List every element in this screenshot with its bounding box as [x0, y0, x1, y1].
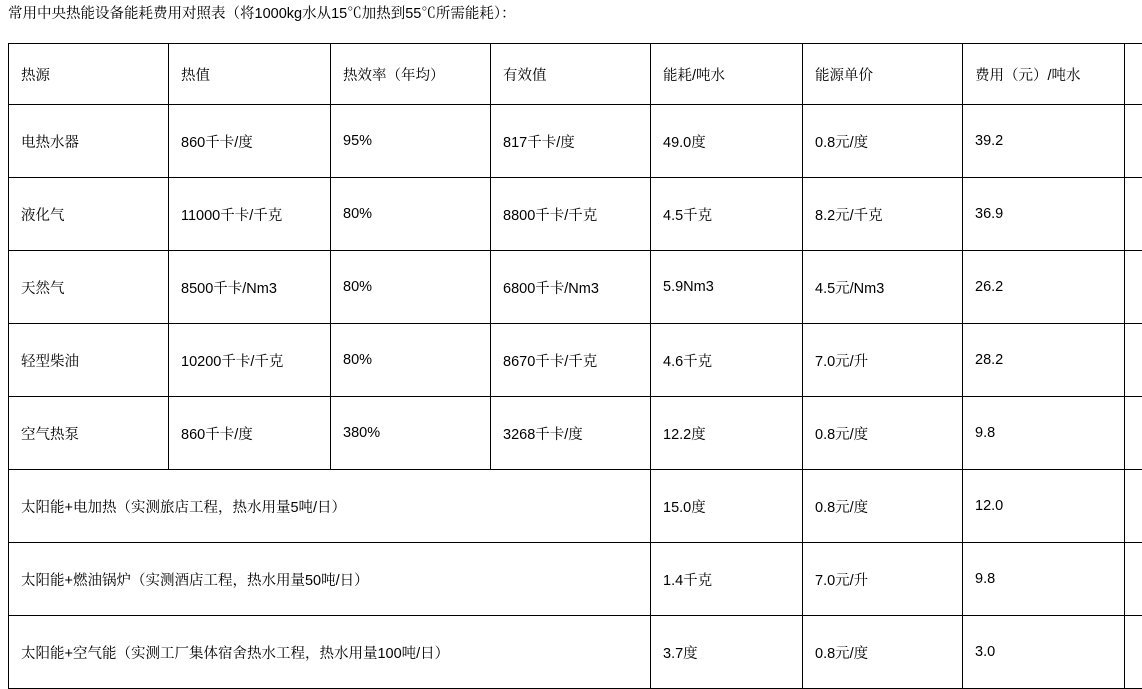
- cell-source: 太阳能+电加热（实测旅店工程，热水用量5吨/日）: [9, 470, 651, 543]
- header-cell-unit-price: 能源单价: [803, 44, 963, 105]
- cell-effective-value: 817千卡/度: [491, 105, 651, 178]
- table-row: [9, 397, 1142, 470]
- cell-edge: [1125, 543, 1142, 616]
- cell-effective-value: 6800千卡/Nm3: [491, 251, 651, 324]
- cell-unit-price: 0.8元/度: [803, 397, 963, 470]
- cell-edge: [1125, 470, 1142, 543]
- cell-consumption: 12.2度: [651, 397, 803, 470]
- cell-source: 电热水器: [9, 105, 169, 178]
- cell-edge: [1125, 616, 1142, 689]
- table-row: [9, 543, 1142, 616]
- table-body: [9, 105, 1142, 689]
- cell-unit-price: 0.8元/度: [803, 470, 963, 543]
- cell-cost: 26.2: [963, 251, 1125, 324]
- cell-consumption: 15.0度: [651, 470, 803, 543]
- cell-edge: [1125, 397, 1142, 470]
- energy-comparison-table: [8, 43, 1142, 689]
- header-cell-cost: 费用（元）/吨水: [963, 44, 1125, 105]
- table-caption: 常用中央热能设备能耗费用对照表（将1000kg水从15℃加热到55℃所需能耗）：: [8, 4, 516, 24]
- cell-heat-value: 10200千卡/千克: [169, 324, 331, 397]
- table-row: [9, 251, 1142, 324]
- cell-unit-price: 8.2元/千克: [803, 178, 963, 251]
- header-cell-effective-value: 有效值: [491, 44, 651, 105]
- cell-edge: [1125, 178, 1142, 251]
- cell-consumption: 4.6千克: [651, 324, 803, 397]
- table-row: [9, 470, 1142, 543]
- table-row: [9, 616, 1142, 689]
- header-cell-consumption: 能耗/吨水: [651, 44, 803, 105]
- cell-consumption: 49.0度: [651, 105, 803, 178]
- cell-unit-price: 7.0元/升: [803, 324, 963, 397]
- cell-unit-price: 4.5元/Nm3: [803, 251, 963, 324]
- cell-edge: [1125, 105, 1142, 178]
- cell-source: 空气热泵: [9, 397, 169, 470]
- cell-effective-value: 8800千卡/千克: [491, 178, 651, 251]
- cell-heat-value: 860千卡/度: [169, 397, 331, 470]
- cell-cost: 39.2: [963, 105, 1125, 178]
- cell-efficiency: 80%: [331, 251, 491, 324]
- cell-heat-value: 11000千卡/千克: [169, 178, 331, 251]
- cell-edge: [1125, 324, 1142, 397]
- cell-efficiency: 95%: [331, 105, 491, 178]
- cell-source: 太阳能+燃油锅炉（实测酒店工程，热水用量50吨/日）: [9, 543, 651, 616]
- cell-consumption: 1.4千克: [651, 543, 803, 616]
- header-row: [9, 44, 1142, 105]
- cell-efficiency: 380%: [331, 397, 491, 470]
- table-row: [9, 105, 1142, 178]
- cell-source: 液化气: [9, 178, 169, 251]
- cell-cost: 9.8: [963, 543, 1125, 616]
- header-cell-source: 热源: [9, 44, 169, 105]
- cell-effective-value: 3268千卡/度: [491, 397, 651, 470]
- cell-cost: 3.0: [963, 616, 1125, 689]
- cell-heat-value: 8500千卡/Nm3: [169, 251, 331, 324]
- cell-cost: 36.9: [963, 178, 1125, 251]
- cell-consumption: 4.5千克: [651, 178, 803, 251]
- table-header: [9, 44, 1142, 105]
- cell-unit-price: 0.8元/度: [803, 616, 963, 689]
- cell-efficiency: 80%: [331, 178, 491, 251]
- energy-table-container: [8, 43, 1142, 689]
- table-row: [9, 178, 1142, 251]
- cell-cost: 9.8: [963, 397, 1125, 470]
- cell-cost: 28.2: [963, 324, 1125, 397]
- header-cell-efficiency: 热效率（年均）: [331, 44, 491, 105]
- cell-consumption: 5.9Nm3: [651, 251, 803, 324]
- cell-source: 天然气: [9, 251, 169, 324]
- cell-consumption: 3.7度: [651, 616, 803, 689]
- table-row: [9, 324, 1142, 397]
- cell-unit-price: 7.0元/升: [803, 543, 963, 616]
- cell-edge: [1125, 251, 1142, 324]
- cell-source: 轻型柴油: [9, 324, 169, 397]
- header-cell-heat-value: 热值: [169, 44, 331, 105]
- cell-unit-price: 0.8元/度: [803, 105, 963, 178]
- cell-source: 太阳能+空气能（实测工厂集体宿舍热水工程，热水用量100吨/日）: [9, 616, 651, 689]
- cell-efficiency: 80%: [331, 324, 491, 397]
- cell-heat-value: 860千卡/度: [169, 105, 331, 178]
- cell-cost: 12.0: [963, 470, 1125, 543]
- cell-effective-value: 8670千卡/千克: [491, 324, 651, 397]
- header-cell-edge: [1125, 44, 1142, 105]
